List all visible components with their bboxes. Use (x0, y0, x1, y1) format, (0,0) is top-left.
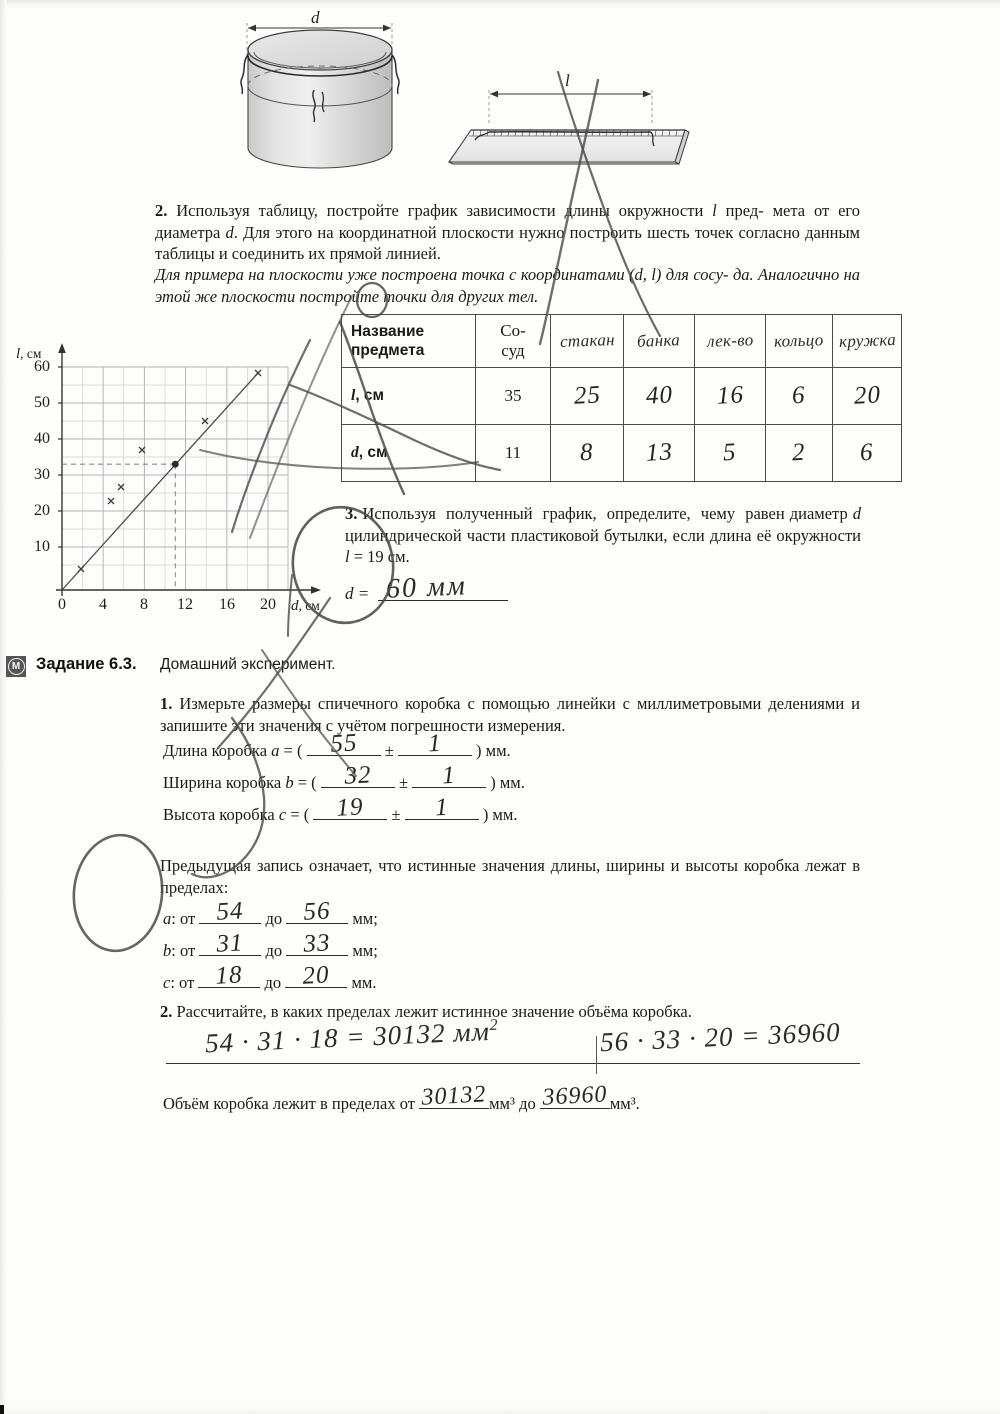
cell-l-3 (695, 368, 766, 425)
measurement-line-b: Ширина коробка b = ( 32 ± 1 ) мм. (163, 760, 525, 792)
measurement-c-error: 1 (434, 793, 450, 821)
range-b-unit: мм; (352, 941, 378, 960)
y-tick-30: 30 (34, 466, 50, 483)
task-2-example-line-1: Для примера на плоскости уже построена точка с координатами (d, l) для сосу- (155, 265, 729, 284)
task-2-line-1: Используя таблицу, постройте график зависимости длины окружности l пред- (176, 201, 764, 220)
measurement-b-unit: ) мм. (490, 773, 525, 792)
table-header-object-name (342, 315, 476, 368)
cell-d-sosud (476, 425, 551, 482)
measurement-a-unit: ) мм. (476, 741, 511, 760)
badge-letter: М (8, 658, 25, 675)
table-header-handwritten-2 (624, 315, 695, 368)
table-row-l (342, 368, 902, 425)
ruler-illustration (437, 62, 709, 184)
x-tick-16: 16 (219, 596, 235, 613)
task-3-line-1: Используя полученный график, определите, чему равен (362, 504, 785, 523)
measurement-b-symbol: b (285, 773, 294, 792)
row-l-symbol: l (351, 387, 356, 404)
y-tick-50: 50 (34, 394, 50, 411)
cell-d-sosud-value: 11 (504, 443, 522, 462)
cell-l-2-value: 40 (644, 381, 674, 410)
measurement-line-a: Длина коробка a = ( 55 ± 1 ) мм. (163, 728, 511, 760)
row-label-d (342, 425, 476, 482)
header-sosud-line1: Со- (500, 321, 526, 340)
measurement-c-symbol: c (278, 805, 287, 824)
cell-d-1 (551, 425, 624, 482)
cell-d-3 (695, 425, 766, 482)
table-header-handwritten-1 (551, 315, 624, 368)
task-2-number: 2. (155, 201, 168, 220)
measurement-a-label: Длина коробка (163, 741, 268, 760)
x-tick-0: 0 (58, 596, 66, 613)
graph-svg (16, 326, 346, 618)
table-header-sosud (476, 315, 551, 368)
range-c-unit: мм. (351, 973, 377, 992)
task-6-3-title: Задание 6.3. (36, 655, 137, 673)
cell-l-sosud-value: 35 (504, 386, 522, 405)
range-a-to-field[interactable] (286, 896, 348, 926)
task-2-paragraph (155, 200, 860, 265)
scan-top-edge-artifact (0, 0, 1000, 9)
scan-bottom-edge-artifact (0, 1405, 1000, 1414)
task-2-line-3: шесть точек согласно данным таблицы и соединить их прямой линией. (155, 222, 860, 263)
range-intro-paragraph (160, 855, 860, 898)
hw-col-header-5: кружка (838, 330, 896, 351)
measurement-a-value-field[interactable] (307, 728, 381, 758)
row-d-unit: , см (358, 444, 388, 461)
range-line-c (163, 960, 543, 994)
measurement-c-unit: ) мм. (482, 805, 518, 824)
cell-d-4-value: 2 (791, 438, 807, 467)
measurement-b-value: 32 (343, 760, 372, 790)
result-prefix: Объём коробка лежит в пределах от (163, 1094, 415, 1113)
table-header-handwritten-3 (695, 315, 766, 368)
item-1-number: 1. (160, 694, 173, 713)
measurement-b-error-field[interactable] (412, 761, 486, 789)
cell-l-5 (833, 368, 902, 425)
result-unit-2: мм³. (609, 1094, 640, 1113)
y-tick-10: 10 (34, 538, 50, 555)
measurement-b-error: 1 (441, 761, 457, 789)
result-from-field[interactable] (419, 1080, 489, 1111)
range-c-from: 18 (215, 960, 244, 990)
range-b-from-label: : от (171, 941, 196, 960)
task-2-example-paragraph (155, 264, 860, 307)
row-label-l (342, 368, 476, 425)
row-d-symbol: d (351, 444, 359, 461)
task-3-paragraph (345, 503, 861, 568)
task-3-line-3: длина её окружности l = 19 см. (345, 525, 862, 566)
volume-result-line (163, 1080, 843, 1115)
table-header-handwritten-4 (766, 315, 833, 368)
measurement-c-value: 19 (336, 792, 365, 822)
cell-d-5 (833, 425, 902, 482)
task-3-line-2: диаметр d цилиндрической части пластиковой бутылки, если (345, 504, 862, 545)
measurement-a-error-field[interactable] (398, 729, 472, 757)
method-badge-icon (6, 656, 26, 677)
cell-d-3-value: 5 (722, 438, 738, 467)
range-a-from-label: : от (171, 909, 196, 928)
measurement-c-value-field[interactable] (313, 792, 387, 822)
row-l-unit: , см (355, 387, 385, 404)
measurement-b-value-field[interactable] (321, 760, 395, 790)
range-c-to-field[interactable] (285, 960, 347, 990)
measurement-c-label: Высота коробка (163, 805, 275, 824)
measurements-table (341, 314, 902, 482)
result-from: 30132 (420, 1080, 488, 1111)
cell-l-2 (624, 368, 695, 425)
range-b-to-label: до (265, 941, 283, 960)
y-tick-40: 40 (34, 430, 50, 447)
hw-col-header-1: стакан (559, 330, 615, 351)
range-line-b (163, 928, 543, 962)
item-2-number: 2. (160, 1002, 173, 1021)
cell-d-4 (766, 425, 833, 482)
x-tick-8: 8 (140, 596, 148, 613)
x-tick-12: 12 (177, 596, 193, 613)
header-sosud-line2: суд (501, 341, 525, 360)
range-b-to-field[interactable] (286, 928, 348, 958)
task-2-line-2: мета от его диаметра d. Для этого на координатной плоскости нужно построить (155, 201, 861, 242)
x-tick-4: 4 (99, 596, 107, 613)
table-header-row (342, 315, 902, 368)
scan-corner-mark (0, 1405, 4, 1414)
cell-l-5-value: 20 (852, 381, 882, 410)
range-intro-line-2: коробка лежат в пределах: (160, 856, 860, 897)
reference-point-sosud (172, 461, 179, 468)
ruler-length-label: l (565, 71, 570, 90)
range-c-from-field[interactable] (198, 960, 260, 990)
cell-d-2-value: 13 (644, 438, 674, 467)
calc-left-text: 54 · 31 · 18 = 30132 мм (204, 1015, 491, 1059)
range-a-to-label: до (265, 909, 283, 928)
range-b-from: 31 (216, 928, 245, 958)
table-header-handwritten-5 (833, 315, 902, 368)
l-vs-d-graph (16, 326, 346, 618)
calculation-separator-stroke (596, 1036, 597, 1074)
item-2-text: Рассчитайте, в каких пределах лежит истинное значение объёма коробка. (176, 1002, 692, 1021)
cell-d-2 (624, 425, 695, 482)
task-3-number: 3. (345, 504, 358, 523)
task-6-3-item-2 (160, 1001, 860, 1023)
table-row-d (342, 425, 902, 482)
range-b-from-field[interactable] (199, 928, 261, 958)
y-tick-60: 60 (34, 358, 50, 375)
header-name-line1: Название (351, 323, 425, 340)
measurement-b-label: Ширина коробка (163, 773, 282, 792)
x-tick-20: 20 (260, 596, 276, 613)
cell-l-1-value: 25 (572, 381, 602, 410)
hw-col-header-4: кольцо (773, 330, 825, 351)
range-c-symbol: c (163, 973, 171, 992)
range-c-to: 20 (302, 960, 331, 990)
cell-l-3-value: 16 (715, 381, 745, 410)
range-a-from-field[interactable] (199, 896, 261, 926)
cell-d-1-value: 8 (579, 438, 595, 467)
calc-left-sup: 2 (489, 1016, 499, 1034)
range-line-a (163, 896, 543, 930)
measurement-line-c: Высота коробка c = ( 19 ± 1 ) мм. (163, 792, 518, 824)
task-6-3-subtitle: Домашний эксперимент. (160, 656, 336, 673)
item-1-line-1: Измерьте размеры спичечного коробка с помощью линейки с миллиметровыми (179, 694, 762, 713)
calculation-handwritten-right: 56 · 33 · 20 = 36960 (599, 1016, 842, 1058)
result-to-field[interactable] (540, 1080, 610, 1111)
y-axis-label: l, см (16, 346, 42, 362)
cylinder-with-thread-figure (222, 8, 462, 188)
scan-left-edge-artifact (0, 0, 7, 1414)
hw-col-header-3: лек-во (706, 330, 754, 351)
range-c-to-label: до (264, 973, 282, 992)
cylinder-illustration (222, 8, 462, 188)
task-3-answer-handwritten: 60 мм (385, 570, 468, 605)
task-6-3-item-1 (160, 693, 860, 736)
range-b-to: 33 (303, 928, 332, 958)
measurement-a-value: 55 (329, 728, 358, 758)
task-3-answer-prefix: d = (345, 584, 370, 603)
cylinder-diameter-label: d (311, 8, 320, 27)
range-intro-line-1: Предыдущая запись означает, что истинные значения длины, ширины и высоты (160, 856, 738, 875)
range-b-symbol: b (163, 941, 172, 960)
hw-col-header-2: банка (637, 330, 681, 351)
item-1-line-2: делениями и запишите эти значения с учётом погрешности измерения. (160, 694, 860, 735)
measurement-a-error: 1 (427, 729, 443, 757)
result-unit-1: мм³ до (489, 1094, 536, 1113)
cell-l-4-value: 6 (791, 381, 807, 410)
measurement-c-error-field[interactable] (405, 793, 479, 821)
range-a-unit: мм; (352, 909, 378, 928)
result-to: 36960 (541, 1080, 608, 1111)
header-name-line2: предмета (351, 342, 425, 359)
cell-d-5-value: 6 (859, 438, 875, 467)
calculation-answer-rule[interactable] (166, 1063, 860, 1064)
task-2-example-line-2: да. Аналогично на этой же плоскости постройте точки для других тел. (155, 265, 861, 306)
range-c-from-label: : от (170, 973, 195, 992)
cell-l-sosud (476, 368, 551, 425)
range-a-from: 54 (216, 896, 245, 926)
cell-l-4 (766, 368, 833, 425)
ruler-with-thread-figure (437, 62, 709, 184)
x-axis-label: d, см (291, 598, 320, 614)
range-a-symbol: a (163, 909, 172, 928)
range-a-to: 56 (303, 896, 332, 926)
cell-l-1 (551, 368, 624, 425)
y-tick-20: 20 (34, 502, 50, 519)
measurement-a-symbol: a (271, 741, 280, 760)
